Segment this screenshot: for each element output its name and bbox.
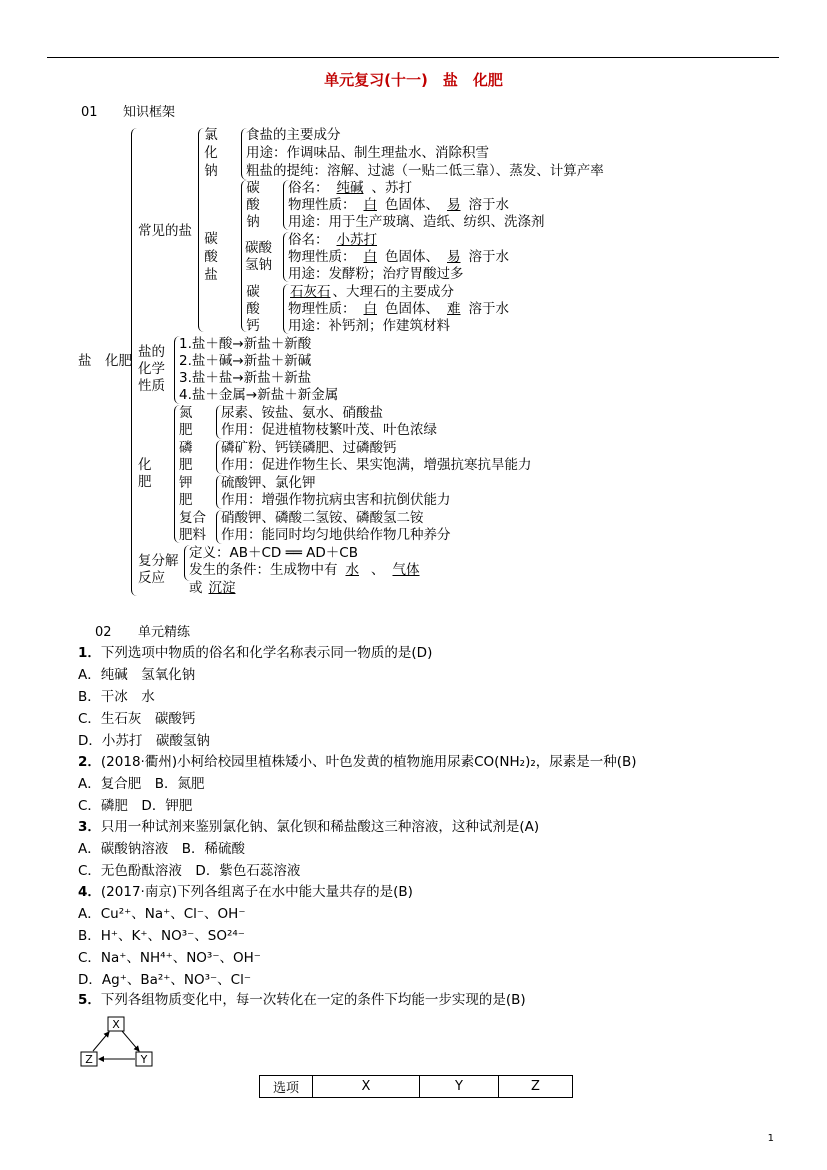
chem-prop-item: 3.盐＋盐→新盐＋新盐 bbox=[179, 370, 312, 386]
compound-fert-line: 作用：能同时均匀地供给作物几种养分 bbox=[221, 527, 451, 543]
question-option: D．小苏打 碳酸氢钠 bbox=[78, 733, 210, 749]
nacl-line: 用途：作调味品、制生理盐水、消除积雪 bbox=[246, 145, 489, 161]
question-option: B．H⁺、K⁺、NO³⁻、SO²⁴⁻ bbox=[78, 928, 245, 944]
question-option: D．Ag⁺、Ba²⁺、NO³⁻、Cl⁻ bbox=[78, 972, 251, 988]
question-stem: 下列各组物质变化中，每一次转化在一定的条件下均能一步实现的是(B) bbox=[100, 992, 526, 1008]
caco3-use: 用途：补钙剂；作建筑材料 bbox=[288, 318, 450, 334]
k-fert-name: 肥 bbox=[179, 492, 193, 508]
na2co3-color-answer: 白 bbox=[363, 197, 377, 213]
caco3-char: 酸 bbox=[246, 301, 260, 317]
decomp-gas-answer: 气体 bbox=[392, 562, 420, 578]
nacl-line: 食盐的主要成分 bbox=[246, 127, 341, 143]
k-fert-name: 钾 bbox=[179, 475, 193, 491]
page-title: 单元复习(十一) 盐 化肥 bbox=[324, 71, 503, 89]
caco3-char: 钙 bbox=[246, 318, 260, 334]
options-table bbox=[259, 1075, 573, 1098]
decomp-or: 或 bbox=[189, 580, 203, 596]
decomp-label: 复分解 bbox=[138, 553, 179, 569]
question-option: C．磷肥 D．钾肥 bbox=[78, 798, 193, 814]
decomp-label: 反应 bbox=[138, 570, 165, 586]
n-fert-name: 氮 bbox=[179, 405, 193, 421]
question-option: A．Cu²⁺、Na⁺、Cl⁻、OH⁻ bbox=[78, 906, 246, 922]
na2co3-prop-rest: 溶于水 bbox=[468, 197, 509, 213]
carbonate-char: 酸 bbox=[204, 249, 218, 265]
n-fert-line: 尿素、铵盐、氨水、硝酸盐 bbox=[221, 405, 383, 421]
question-number: 4 bbox=[78, 884, 88, 900]
na2co3-char: 酸 bbox=[246, 197, 260, 213]
compound-fert-name: 肥料 bbox=[179, 527, 206, 543]
k-fert-line: 作用：增强作物抗病虫害和抗倒伏能力 bbox=[221, 492, 451, 508]
nahco3-use: 用途：发酵粉；治疗胃酸过多 bbox=[288, 266, 464, 282]
table-header-cell: X bbox=[313, 1076, 420, 1098]
p-fert-line: 磷矿粉、钙镁磷肥、过磷酸钙 bbox=[221, 440, 397, 456]
na2co3-prop-mid: 色固体、 bbox=[385, 197, 439, 213]
table-header-cell: 选项 bbox=[260, 1076, 313, 1098]
nahco3-name: 碳酸 bbox=[245, 240, 272, 256]
nahco3-solubility-answer: 易 bbox=[447, 249, 461, 265]
chem-prop-item: 2.盐＋碱→新盐＋新碱 bbox=[179, 353, 312, 369]
section-label: 单元精练 bbox=[138, 625, 191, 640]
question-option: A．复合肥 B．氮肥 bbox=[78, 776, 205, 792]
caco3-prop-rest: 溶于水 bbox=[468, 301, 509, 317]
caco3-prop-label: 物理性质： bbox=[288, 301, 356, 317]
caco3-color-answer: 白 bbox=[363, 301, 377, 317]
nahco3-prop-rest: 溶于水 bbox=[468, 249, 509, 265]
nacl-line: 粗盐的提纯：溶解、过滤（一贴二低三靠）、蒸发、计算产率 bbox=[246, 163, 604, 179]
na2co3-alias-label: 俗名： bbox=[288, 180, 329, 196]
question-stem: (2018·衢州)小柯给校园里植株矮小、叶色发黄的植物施用尿素CO(NH₂)₂，尿素是一种(B) bbox=[100, 754, 637, 770]
decomp-condition-label: 发生的条件：生成物中有 bbox=[189, 562, 338, 578]
nahco3-alias-label: 俗名： bbox=[288, 232, 329, 248]
header-rule bbox=[47, 57, 779, 58]
n-fert-line: 作用：促进植物枝繁叶茂、叶色浓绿 bbox=[221, 422, 437, 438]
question-option: B．干冰 水 bbox=[78, 689, 155, 705]
fertilizer-label: 化 bbox=[138, 457, 152, 473]
table-header-row bbox=[260, 1076, 573, 1098]
node-z: Z bbox=[85, 1053, 93, 1066]
root-brace bbox=[131, 128, 138, 596]
carbonate-char: 碳 bbox=[204, 231, 218, 247]
compound-fert-line: 硝酸钾、磷酸二氢铵、磷酸氢二铵 bbox=[221, 510, 424, 526]
arrow-x-to-y bbox=[122, 1031, 139, 1051]
decomp-water-answer: 水 bbox=[345, 562, 359, 578]
root-label: 盐 化肥 bbox=[78, 353, 132, 369]
p-fert-name: 肥 bbox=[179, 457, 193, 473]
section-number: 01 bbox=[81, 105, 98, 120]
question-option: C．无色酚酞溶液 D．紫色石蕊溶液 bbox=[78, 863, 301, 879]
na2co3-alias-rest: 、苏打 bbox=[371, 180, 412, 196]
chem-props-label: 盐的 bbox=[138, 344, 165, 360]
p-fert-name: 磷 bbox=[179, 440, 193, 456]
question-number: 5 bbox=[78, 992, 88, 1008]
node-x: X bbox=[112, 1018, 120, 1031]
nacl-char: 钠 bbox=[204, 163, 218, 179]
question-option: A．纯碱 氢氧化钠 bbox=[78, 667, 196, 683]
decomp-definition: 定义：AB＋CD ══ AD＋CB bbox=[189, 545, 358, 561]
question-stem: 只用一种试剂来鉴别氯化钠、氯化钡和稀盐酸这三种溶液，这种试剂是(A) bbox=[100, 819, 540, 835]
question-number: 2 bbox=[78, 754, 88, 770]
caco3-char: 碳 bbox=[246, 284, 260, 300]
common-salts-label: 常见的盐 bbox=[138, 223, 192, 239]
fertilizer-label: 肥 bbox=[138, 474, 152, 490]
xyz-cycle-diagram bbox=[78, 1014, 158, 1072]
nacl-char: 氯 bbox=[204, 127, 218, 143]
question-number: 1 bbox=[78, 645, 88, 661]
na2co3-prop-label: 物理性质： bbox=[288, 197, 356, 213]
section-number: 02 bbox=[95, 625, 112, 640]
table-header-cell: Z bbox=[499, 1076, 573, 1098]
question-number: 3 bbox=[78, 819, 88, 835]
nahco3-color-answer: 白 bbox=[363, 249, 377, 265]
na2co3-alias-answer: 纯碱 bbox=[336, 180, 364, 196]
k-fert-line: 硫酸钾、氯化钾 bbox=[221, 475, 316, 491]
table-header-cell: Y bbox=[420, 1076, 499, 1098]
decomp-separator: 、 bbox=[371, 562, 385, 578]
n-fert-name: 肥 bbox=[179, 422, 193, 438]
caco3-alias-rest: 、大理石的主要成分 bbox=[332, 284, 454, 300]
compound-fert-name: 复合 bbox=[179, 510, 206, 526]
chem-props-label: 性质 bbox=[138, 378, 165, 394]
chem-prop-item: 1.盐＋酸→新盐＋新酸 bbox=[179, 336, 312, 352]
decomp-precipitate-answer: 沉淀 bbox=[208, 580, 236, 596]
chem-props-label: 化学 bbox=[138, 361, 165, 377]
nahco3-prop-label: 物理性质： bbox=[288, 249, 356, 265]
carbonate-char: 盐 bbox=[204, 267, 218, 283]
p-fert-line: 作用：促进作物生长、果实饱满，增强抗寒抗旱能力 bbox=[221, 457, 532, 473]
caco3-alias-answer: 石灰石 bbox=[290, 284, 331, 300]
nahco3-prop-mid: 色固体、 bbox=[385, 249, 439, 265]
caco3-prop-mid: 色固体、 bbox=[385, 301, 439, 317]
nacl-char: 化 bbox=[204, 145, 218, 161]
question-option: A．碳酸钠溶液 B．稀硫酸 bbox=[78, 841, 245, 857]
arrow-z-to-x bbox=[93, 1032, 109, 1051]
caco3-solubility-answer: 难 bbox=[447, 301, 461, 317]
question-stem: (2017·南京)下列各组离子在水中能大量共存的是(B) bbox=[100, 884, 413, 900]
page-number: 1 bbox=[767, 1133, 774, 1144]
question-option: C．生石灰 碳酸钙 bbox=[78, 711, 196, 727]
chem-prop-item: 4.盐＋金属→新盐＋新金属 bbox=[179, 387, 339, 403]
na2co3-use: 用途：用于生产玻璃、造纸、纺织、洗涤剂 bbox=[288, 214, 545, 230]
na2co3-char: 钠 bbox=[246, 214, 260, 230]
node-y: Y bbox=[140, 1053, 148, 1066]
section-label: 知识框架 bbox=[123, 105, 176, 120]
question-option: C．Na⁺、NH⁴⁺、NO³⁻、OH⁻ bbox=[78, 950, 261, 966]
na2co3-solubility-answer: 易 bbox=[447, 197, 461, 213]
question-stem: 下列选项中物质的俗名和化学名称表示同一物质的是(D) bbox=[100, 645, 433, 661]
nahco3-name: 氢钠 bbox=[245, 257, 272, 273]
na2co3-char: 碳 bbox=[246, 180, 260, 196]
nahco3-alias-answer: 小苏打 bbox=[336, 232, 377, 248]
